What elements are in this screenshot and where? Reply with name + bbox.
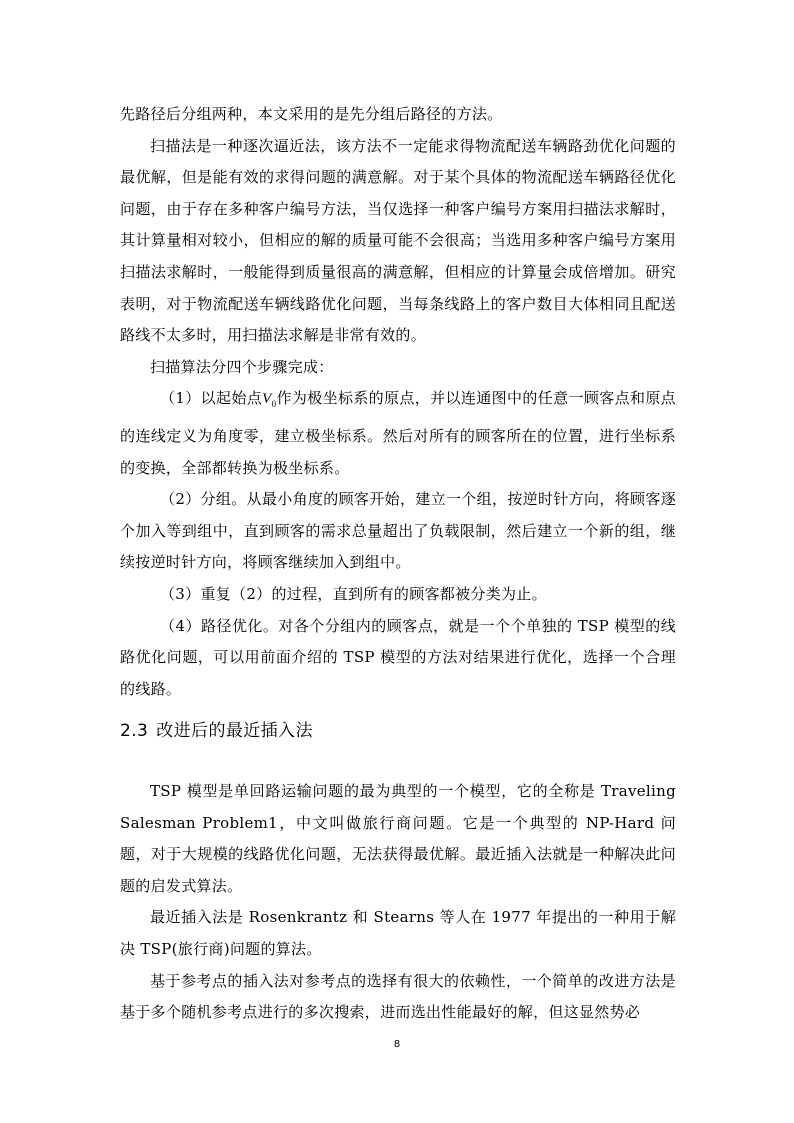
paragraph-sweep-steps-intro: 扫描算法分四个步骤完成： — [150, 357, 334, 376]
section-number: 2.3 — [120, 721, 149, 741]
section-sweep-method — [120, 99, 676, 705]
section-heading — [120, 716, 313, 741]
paragraph-step-1 — [120, 383, 676, 484]
paragraph-continuation: 先路径后分组两种，本文采用的是先分组后路径的方法。 — [120, 105, 503, 123]
paragraph-nearest-insertion-origin: 最近插入法是 Rosenkrantz 和 Stearns 等人在 1977 年提出的一种用于解决 TSP(旅行商)问题的算法。 — [120, 908, 676, 958]
section-nearest-insertion — [120, 776, 676, 1029]
paragraph-reference-point: 基于参考点的插入法对参考点的选择有很大的依赖性，一个简单的改进方法是基于多个随机参考点进行的多次搜索，进而选出性能最好的解，但这显然势必 — [120, 971, 676, 1022]
paragraph-tsp-intro: TSP 模型是单回路运输问题的最为典型的一个模型，它的全称是 Traveling Salesman Problem1，中文叫做旅行商问题。它是一个典型的 NP-Hard 问题，对于大规模的线路优化问题，无法获得最优解。最近插入法就是一种解决此问题的启发式算法。 — [120, 782, 676, 895]
section-title: 改进后的最近插入法 — [156, 721, 313, 741]
variable-v0-base: V — [262, 391, 272, 408]
variable-v0 — [262, 391, 277, 410]
step-1-lead: （1）以起始点 — [160, 389, 263, 408]
variable-v0-subscript: 0 — [271, 399, 277, 410]
paragraph-step-3: （3）重复（2）的过程，直到所有的顾客都被分类为止。 — [160, 584, 547, 603]
step-1-rest: 作为极坐标系的原点，并以连通图中的任意一顾客点和原点的连线定义为角度零，建立极坐标系。然后对所有的顾客所在的位置，进行坐标系的变换，全部都转换为极坐标系。 — [120, 389, 676, 477]
paragraph-step-2: （2）分组。从最小角度的顾客开始，建立一个组，按逆时针方向，将顾客逐个加入等到组中，直到顾客的需求总量超出了负载限制，然后建立一个新的组，继续按逆时针方向，将顾客继续加入到组中。 — [120, 490, 676, 572]
page-number: 8 — [393, 1039, 401, 1050]
paragraph-sweep-intro: 扫描法是一种逐次逼近法，该方法不一定能求得物流配送车辆路劲优化问题的最优解，但是能有效的求得问题的满意解。对于某个具体的物流配送车辆路径优化问题，由于存在多种客户编号方法，当仅选择一种客户编号方案用扫描法求解时，其计算量相对较小，但相应的解的质量可能不会很高；当选用多种客户编号方案用扫描法求解时，一般能得到质量很高的满意解，但相应的计算量会成倍增加。研究表明，对于物流配送车辆线路优化问题，当每条线路上的客户数目大体相同且配送路线不太多时，用扫描法求解是非常有效的。 — [120, 136, 676, 345]
paragraph-step-4: （4）路径优化。对各个分组内的顾客点，就是一个个单独的 TSP 模型的线路优化问题，可以用前面介绍的 TSP 模型的方法对结果进行优化，选择一个合理的线路。 — [120, 616, 676, 698]
